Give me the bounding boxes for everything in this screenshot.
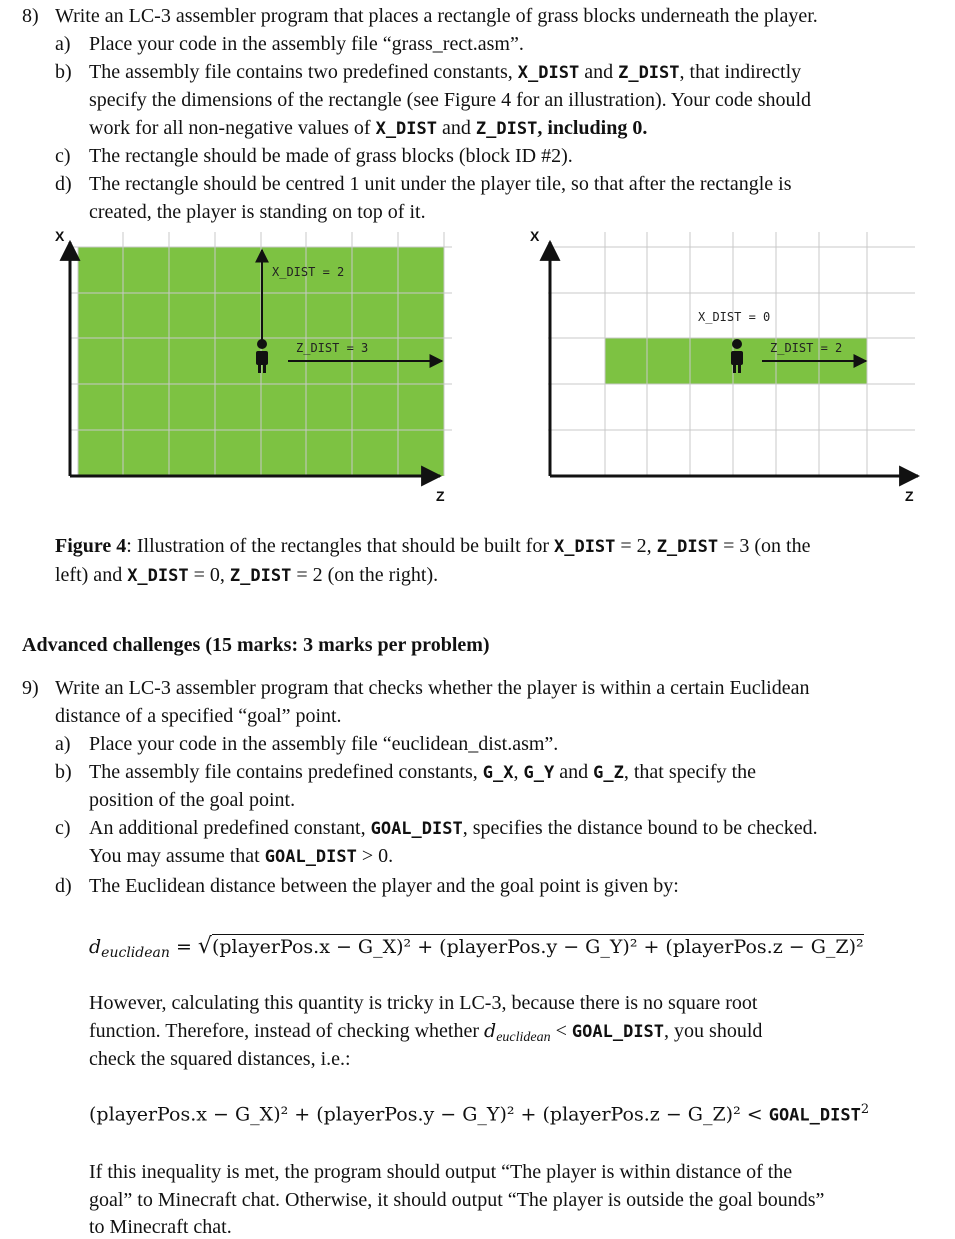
result-line2: goal” to Minecraft chat. Otherwise, it should output “The player is outside the goal bounds” <box>89 1189 825 1211</box>
code-goal-dist: GOAL_DIST <box>370 819 463 839</box>
code-z-dist: Z_DIST <box>475 119 538 139</box>
q8b-label: b) <box>55 61 72 83</box>
however-d: d <box>484 1020 497 1042</box>
z-axis-label-left: Z <box>436 488 445 504</box>
q9c-pre: An additional predefined constant, <box>89 817 366 839</box>
z-dist-label-right: Z_DIST = 2 <box>770 341 843 355</box>
figure-caption-line1 <box>55 534 810 558</box>
q8b-including-zero: , including 0. <box>537 117 648 139</box>
code-x-dist: X_DIST <box>127 566 189 586</box>
sqrt-icon: √ <box>197 934 212 959</box>
x-axis-label-right: X <box>530 228 540 244</box>
however-pre: function. Therefore, instead of checking whether <box>89 1020 480 1042</box>
q9a-label: a) <box>55 733 71 755</box>
caption-text-b: left) and <box>55 564 123 586</box>
code-goal-dist: GOAL_DIST <box>768 1105 861 1126</box>
q8b-and: and <box>584 61 614 83</box>
q9b-line2: position of the goal point. <box>89 789 296 811</box>
q8d-label: d) <box>55 173 72 195</box>
q9b-and: and <box>559 761 589 783</box>
q8b-and2: and <box>442 117 471 139</box>
q9c-line2 <box>89 844 393 868</box>
q8b-line3-pre: work for all non-negative values of <box>89 117 371 139</box>
code-x-dist: X_DIST <box>553 537 616 557</box>
formula-sub: euclidean <box>101 945 170 961</box>
x-dist-label-right: X_DIST = 0 <box>698 310 771 324</box>
formula-d: d <box>89 936 102 958</box>
result-line3: to Minecraft chat. <box>89 1216 232 1238</box>
code-x-dist: X_DIST <box>375 119 437 139</box>
q9-line1: Write an LC-3 assembler program that checks whether the player is within a certain Euclidean <box>55 677 810 699</box>
caption-eq1: = 2, <box>620 535 652 557</box>
x-dist-label-left: X_DIST = 2 <box>272 265 345 279</box>
q9b-post: , that specify the <box>623 761 757 783</box>
right-panel <box>530 228 918 504</box>
q8d-line1: The rectangle should be centred 1 unit under the player tile, so that after the rectangle is <box>89 173 792 195</box>
q9c-line2-pre: You may assume that <box>89 845 260 867</box>
q8c-text: The rectangle should be made of grass blocks (block ID #2). <box>89 145 573 167</box>
left-panel <box>55 228 452 504</box>
q9c-line2-post: > 0. <box>361 845 394 867</box>
however-lt: < <box>555 1020 567 1042</box>
however-line1: However, calculating this quantity is tricky in LC-3, because there is no square root <box>89 992 758 1014</box>
q8a-label: a) <box>55 33 71 55</box>
q9c-label: c) <box>55 817 71 839</box>
caption-eq2: = 3 (on the <box>723 535 811 557</box>
q9a-text: Place your code in the assembly file “euclidean_dist.asm”. <box>89 733 559 755</box>
caption-text-a: : Illustration of the rectangles that should be built for <box>126 535 549 557</box>
code-g-z: G_Z <box>593 763 624 783</box>
figure-caption-line2 <box>55 563 438 587</box>
however-post: , you should <box>664 1020 763 1042</box>
code-z-dist: Z_DIST <box>618 63 680 83</box>
code-g-y: G_Y <box>523 763 555 783</box>
code-x-dist: X_DIST <box>517 63 580 83</box>
code-goal-dist: GOAL_DIST <box>571 1022 665 1042</box>
q8-title: Write an LC-3 assembler program that places a rectangle of grass blocks underneath the player. <box>55 5 818 27</box>
euclidean-formula <box>89 934 864 962</box>
q9c-line1 <box>89 816 818 840</box>
formula-rhs: (playerPos.x − G_X)² + (playerPos.y − G_Y)² + (playerPos.z − G_Z)² <box>211 936 864 958</box>
q8c-label: c) <box>55 145 71 167</box>
however-line3: check the squared distances, i.e.: <box>89 1048 351 1070</box>
q9b-comma: , <box>513 761 519 783</box>
q9d-label: d) <box>55 875 72 897</box>
z-axis-label-right: Z <box>905 488 914 504</box>
code-z-dist: Z_DIST <box>229 566 292 586</box>
q8-number: 8) <box>22 5 39 27</box>
q9-number: 9) <box>22 677 39 699</box>
q9-line2: distance of a specified “goal” point. <box>55 705 342 727</box>
z-dist-label-left: Z_DIST = 3 <box>296 341 369 355</box>
q8b-line1-post: , that indirectly <box>679 61 802 83</box>
caption-eq3: = 0, <box>193 564 225 586</box>
x-axis-label-left: X <box>55 228 65 244</box>
code-z-dist: Z_DIST <box>656 537 719 557</box>
q9b-label: b) <box>55 761 72 783</box>
q9b-line1 <box>89 760 756 784</box>
figure-caption-label: Figure 4 <box>55 535 127 557</box>
q8b-line2: specify the dimensions of the rectangle (see Figure 4 for an illustration). Your code should <box>89 89 812 111</box>
however-line2 <box>89 1019 762 1047</box>
ineq-lhs: (playerPos.x − G_X)² + (playerPos.y − G_Y)² + (playerPos.z − G_Z)² < <box>89 1103 763 1126</box>
figure-4 <box>0 0 955 530</box>
advanced-heading: Advanced challenges (15 marks: 3 marks per problem) <box>22 634 490 656</box>
q9b-pre: The assembly file contains predefined constants, <box>89 761 478 783</box>
code-g-x: G_X <box>482 763 514 783</box>
q9c-post: , specifies the distance bound to be checked. <box>462 817 818 839</box>
code-goal-dist: GOAL_DIST <box>264 847 357 867</box>
however-sub: euclidean <box>496 1030 551 1045</box>
formula-eq: = <box>175 936 192 958</box>
caption-eq4: = 2 (on the right). <box>296 564 439 586</box>
q8d-line2: created, the player is standing on top of it. <box>89 201 426 223</box>
q8a-text: Place your code in the assembly file “grass_rect.asm”. <box>89 33 524 55</box>
ineq-sup: 2 <box>860 1102 870 1117</box>
squared-inequality <box>89 1102 869 1126</box>
q8b-line1-pre: The assembly file contains two predefined constants, <box>89 61 513 83</box>
result-line1: If this inequality is met, the program should output “The player is within distance of the <box>89 1161 793 1183</box>
q9d-text: The Euclidean distance between the player and the goal point is given by: <box>89 875 679 897</box>
